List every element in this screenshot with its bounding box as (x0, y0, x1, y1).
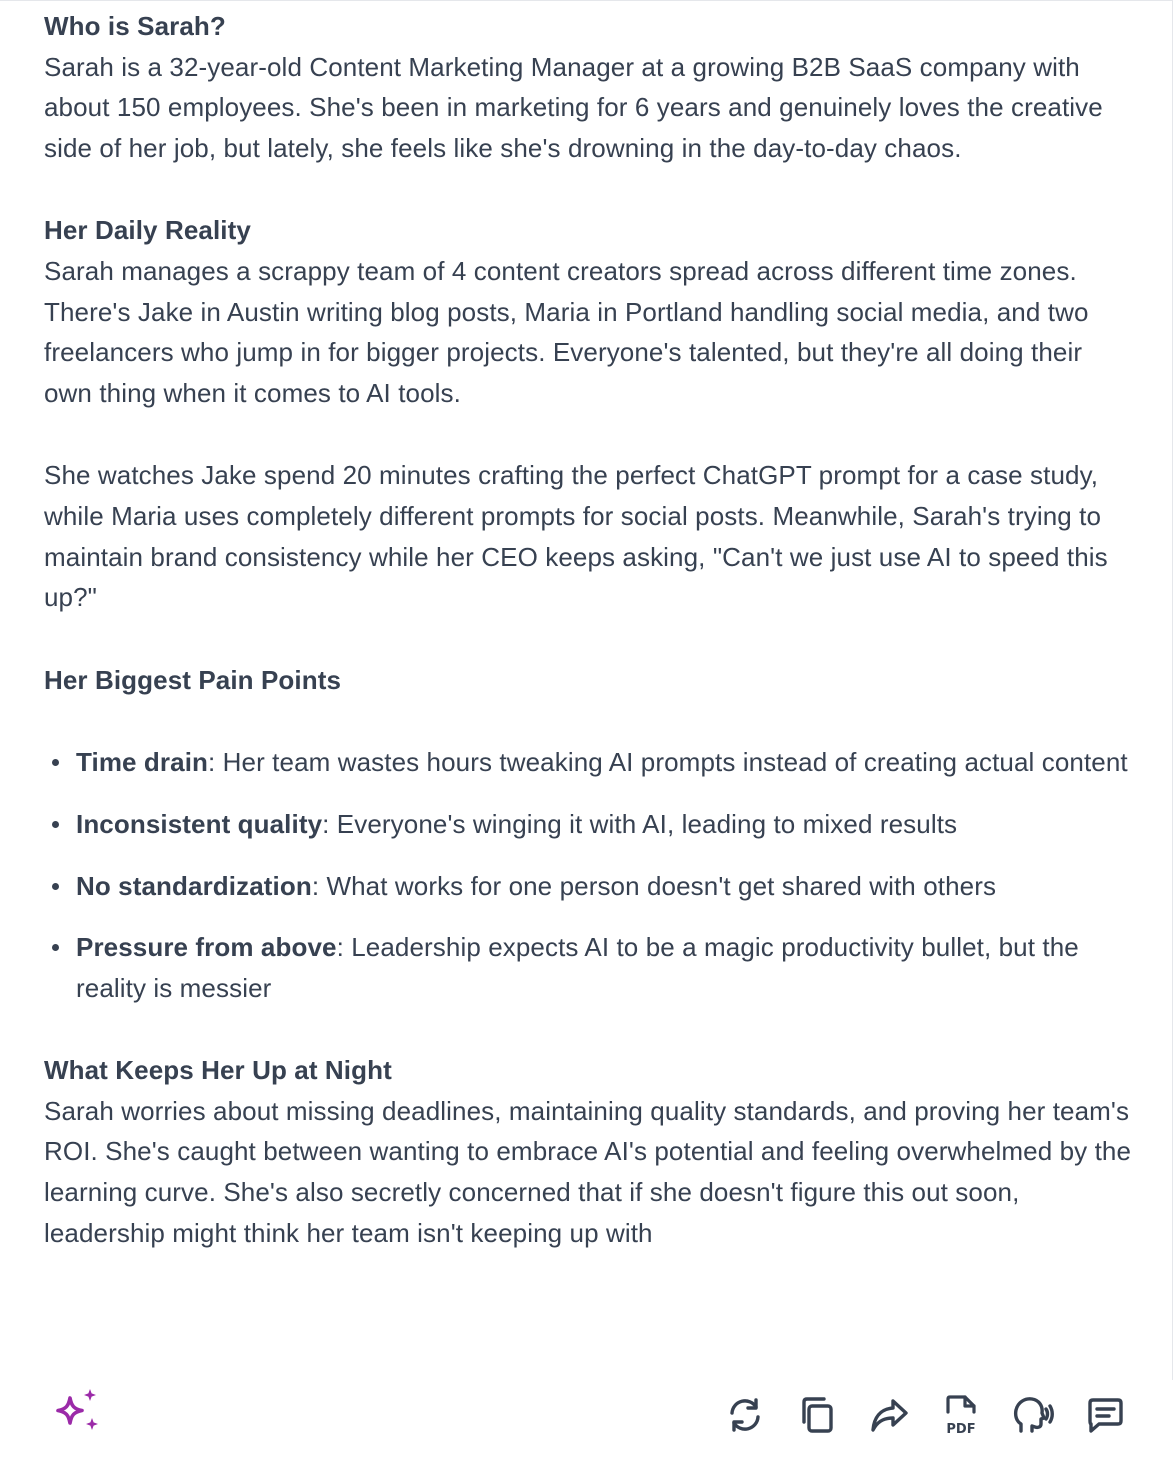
list-item (76, 804, 1134, 845)
copy-button[interactable] (796, 1394, 838, 1436)
list-item-text: : Everyone's winging it with AI, leading to mixed results (322, 808, 958, 839)
sparkle-icon (50, 1386, 100, 1436)
list-item-title: Inconsistent quality (76, 808, 323, 839)
list-item (76, 927, 1134, 1008)
share-button[interactable] (868, 1394, 910, 1436)
section-heading-pain: Her Biggest Pain Points (44, 664, 342, 695)
pdf-icon (941, 1394, 981, 1436)
spacer (44, 618, 1134, 660)
voice-button[interactable] (1012, 1394, 1054, 1436)
section-heading-daily: Her Daily Reality (44, 215, 251, 246)
section-body-night: Sarah worries about missing deadlines, maintaining quality standards, and proving her team's ROI. She's caught between wanting to embrace AI's potential and feeling overwhelmed by the learning curve. She's also secretly concerned that if she doesn't figure this out soon, leadership might think her team isn't keeping up with (44, 1095, 1132, 1248)
list-item-title: Pressure from above (76, 932, 337, 963)
section-body-who: Sarah is a 32-year-old Content Marketing Manager at a growing B2B SaaS company with about 150 employees. She's been in marketing for 6 years and genuinely loves the creative side of her job, but lately, she feels like she's drowning in the day-to-day chaos. (44, 51, 1103, 163)
pain-points-list (44, 742, 1134, 1008)
spacer (44, 413, 1134, 455)
list-item-title: Time drain (76, 747, 209, 778)
regenerate-icon (725, 1395, 765, 1435)
spacer (44, 700, 1134, 742)
list-item-text: : Leadership expects AI to be a magic productivity bullet, but the reality is messier (76, 932, 1079, 1003)
spacer (44, 1029, 1134, 1050)
section-heading-who: Who is Sarah? (44, 11, 226, 41)
comment-icon (1085, 1395, 1125, 1435)
list-item-text: : What works for one person doesn't get shared with others (311, 870, 997, 901)
spacer (44, 168, 1134, 210)
copy-icon (797, 1395, 837, 1435)
comment-button[interactable] (1084, 1394, 1126, 1436)
pdf-button[interactable] (940, 1394, 982, 1436)
share-icon (869, 1395, 909, 1435)
list-item (76, 742, 1134, 783)
section-body-daily-1: Sarah manages a scrappy team of 4 content creators spread across different time zones. There's Jake in Austin writing blog posts, Maria in Portland handling social media, and two freelancers who jump in for bigger projects. Everyone's talented, but they're all doing their own thing when it comes to AI tools. (44, 255, 1089, 408)
section-heading-night: What Keeps Her Up at Night (44, 1055, 392, 1086)
response-content (44, 6, 1134, 1253)
list-item-title: No standardization (76, 870, 312, 901)
voice-icon (1012, 1395, 1054, 1435)
regenerate-button[interactable] (724, 1394, 766, 1436)
pdf-label: PDF (946, 1422, 976, 1436)
section-body-daily-2: She watches Jake spend 20 minutes crafting the perfect ChatGPT prompt for a case study, while Maria uses completely different prompts for social posts. Meanwhile, Sarah's trying to maintain brand consistency while her CEO keeps asking, "Can't we just use AI to speed this up?" (44, 460, 1108, 613)
list-item-text: : Her team wastes hours tweaking AI prompts instead of creating actual content (208, 747, 1128, 778)
response-toolbar (0, 1380, 1174, 1464)
list-item (76, 866, 1134, 907)
